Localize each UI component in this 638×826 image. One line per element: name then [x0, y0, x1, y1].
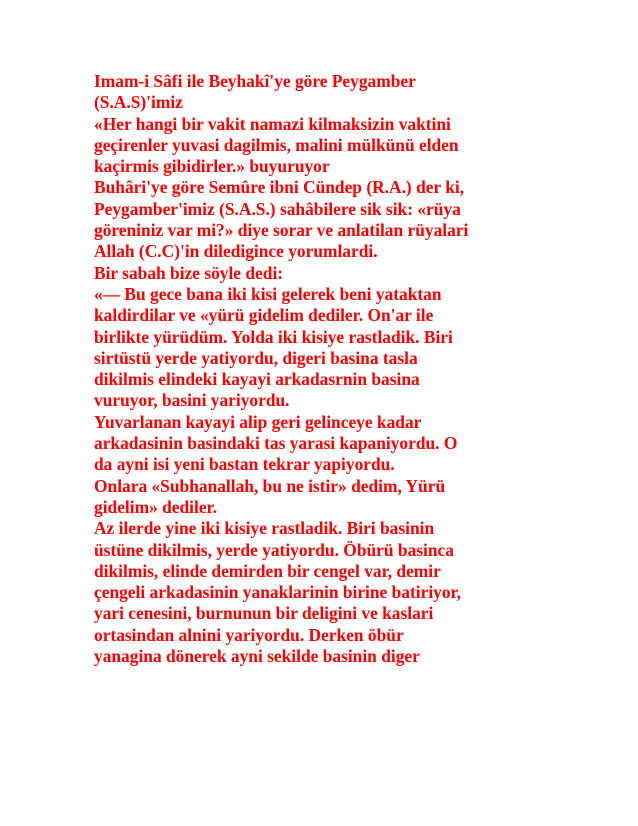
text-line: Bir sabah bize söyle dedi:: [94, 262, 284, 283]
text-line: «Her hangi bir vakit namazi kilmaksizin vaktini: [94, 113, 451, 134]
text-line: Yuvarlanan kayayi alip geri gelinceye kadar: [94, 411, 422, 432]
text-line: üstüne dikilmis, yerde yatiyordu. Öbürü basinca: [94, 539, 454, 560]
text-line: Az ilerde yine iki kisiye rastladik. Biri basinin: [94, 518, 435, 539]
text-line: sirtüstü yerde yatiyordu, digeri basina tasla: [94, 347, 418, 368]
text-line: (S.A.S)'imiz: [94, 92, 183, 113]
text-line: Imam-i Sâfi ile Beyhakî'ye göre Peygamber: [94, 71, 416, 91]
text-line: dikilmis, elinde demirden bir cengel var, demir: [94, 560, 441, 581]
text-line: kaldirdilar ve «yürü gidelim dediler. On'ar ile: [94, 305, 434, 326]
text-line: «— Bu gece bana iki kisi gelerek beni yataktan: [94, 283, 442, 304]
text-line: geçirenler yuvasi dagilmis, malini mülkünü elden: [94, 134, 459, 155]
text-line: Buhâri'ye göre Semûre ibni Cündep (R.A.) der ki,: [94, 177, 465, 198]
text-line: kaçirmis gibidirler.» buyuruyor: [94, 156, 330, 177]
text-line: Onlara «Subhanallah, bu ne istir» dedim, Yürü: [94, 475, 446, 496]
text-line: çengeli arkadasinin yanaklarinin birine batiriyor,: [94, 582, 462, 603]
text-line: arkadasinin basindaki tas yarasi kapaniyordu. O: [94, 433, 458, 454]
text-line: da ayni isi yeni bastan tekrar yapiyordu.: [94, 454, 395, 475]
text-line: vuruyor, basini yariyordu.: [94, 390, 290, 411]
text-line: ortasindan alnini yariyordu. Derken öbür: [94, 624, 404, 645]
body-text: [94, 71, 624, 667]
text-line: Allah (C.C)'in diledigince yorumlardi.: [94, 241, 378, 262]
text-line: yanagina dönerek ayni sekilde basinin diger: [94, 646, 420, 667]
text-line: yari cenesini, burnunun bir deligini ve kaslari: [94, 603, 434, 624]
text-line: göreniniz var mi?» diye sorar ve anlatilan rüyalari: [94, 220, 469, 241]
text-line: Peygamber'imiz (S.A.S.) sahâbilere sik sik: «rüya: [94, 198, 461, 219]
text-line: dikilmis elindeki kayayi arkadasrnin basina: [94, 369, 420, 390]
text-line: gidelim» dediler.: [94, 496, 218, 517]
text-line: birlikte yürüdüm. Yolda iki kisiye rastladik. Biri: [94, 326, 453, 347]
